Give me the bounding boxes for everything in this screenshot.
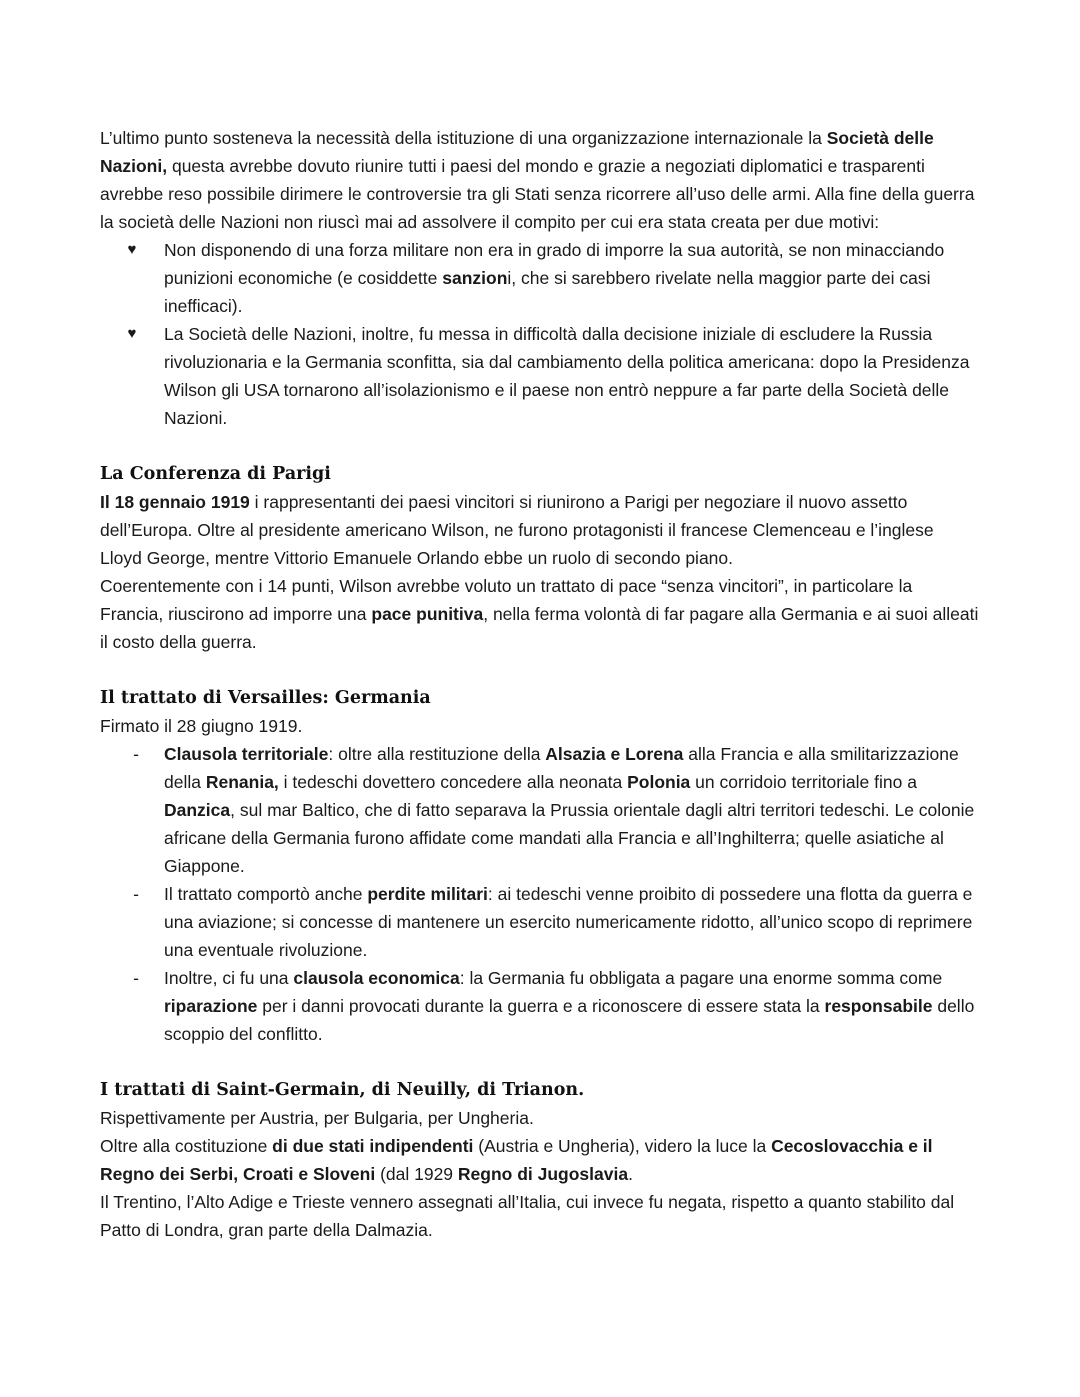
bold-term: perdite militari: [367, 884, 488, 904]
paragraph: [100, 488, 980, 572]
section-versailles: [100, 684, 980, 1048]
heart-bullet-icon: ♥: [127, 325, 137, 342]
text: i rappresentanti dei paesi vincitori si riunirono a Parigi per negoziare il nuovo assetto dell’Europa. Oltre al presidente americano Wilson, ne furono protagonisti il francese Clemenceau e l’inglese Lloyd George, mentre Vittorio Emanuele Orlando ebbe un ruolo di secondo piano.: [100, 492, 934, 568]
text: per i danni provocati durante la guerra e a riconoscere di essere stata la: [257, 996, 825, 1016]
list-item: [100, 880, 980, 964]
bold-term: pace punitiva: [371, 604, 484, 624]
text: : oltre alla restituzione della: [328, 744, 546, 764]
section-heading: I trattati di Saint-Germain, di Neuilly, di Trianon.: [100, 1080, 585, 1100]
clauses-list: [100, 740, 980, 1048]
bold-term: clausola economica: [293, 968, 460, 988]
bold-term: sanzion: [442, 268, 508, 288]
bold-term: riparazione: [164, 996, 258, 1016]
paragraph: Rispettivamente per Austria, per Bulgaria, per Ungheria.: [100, 1108, 534, 1128]
bold-term: Il 18 gennaio 1919: [100, 492, 250, 512]
text: Non disponendo di una forza militare non era in grado di imporre la sua autorità, se non minacciando punizioni economiche (e cosiddette: [164, 240, 945, 288]
bold-term: Polonia: [627, 772, 691, 792]
paragraph: [100, 1132, 980, 1188]
bold-term: Clausola territoriale: [164, 744, 329, 764]
section-heading: Il trattato di Versailles: Germania: [100, 688, 431, 708]
bold-term: Regno di Jugoslavia: [457, 1164, 629, 1184]
text: , sul mar Baltico, che di fatto separava la Prussia orientale dagli altri territori tedeschi. Le colonie africane della Germania furono affidate come mandati alla Francia e all’Inghilterra; quelle asiatiche al Giappone.: [164, 800, 975, 876]
text: : ai tedeschi venne proibito di possedere una flotta da guerra e una aviazione; si concesse di mantenere un esercito numericamente ridotto, all’unico scopo di reprimere una eventuale rivoluzione.: [164, 884, 973, 960]
text: La Società delle Nazioni, inoltre, fu messa in difficoltà dalla decisione iniziale di escludere la Russia rivoluzionaria e la Germania sconfitta, sia dal cambiamento della politica americana: dopo la Presidenza Wilson gli USA tornarono all’isolazionismo e il paese non entrò neppure a far parte della Società delle Nazioni.: [164, 324, 970, 428]
text: Oltre alla costituzione: [100, 1136, 273, 1156]
text: (Austria e Ungheria), videro la luce la: [473, 1136, 772, 1156]
text: .: [628, 1164, 633, 1184]
section-parigi: [100, 460, 980, 656]
reasons-list: [100, 236, 980, 432]
list-item: [100, 320, 980, 432]
list-item: [100, 964, 980, 1048]
text: i tedeschi dovettero concedere alla neonata: [278, 772, 628, 792]
bold-term: responsabile: [824, 996, 933, 1016]
text: dello scoppio del conflitto.: [164, 996, 975, 1044]
text: (dal 1929: [375, 1164, 458, 1184]
list-item: [100, 740, 980, 880]
heart-bullet-icon: ♥: [127, 241, 137, 258]
list-item: [100, 236, 980, 320]
text: i, che si sarebbero rivelate nella maggior parte dei casi inefficaci).: [164, 268, 931, 316]
bold-term: Alsazia e Lorena: [545, 744, 684, 764]
section-heading: La Conferenza di Parigi: [100, 464, 331, 484]
paragraph: Il Trentino, l’Alto Adige e Trieste vennero assegnati all’Italia, cui invece fu negata, rispetto a quanto stabilito dal Patto di Londra, gran parte della Dalmazia.: [100, 1192, 955, 1240]
text: questa avrebbe dovuto riunire tutti i paesi del mondo e grazie a negoziati diplomatici e trasparenti avrebbe reso possibile dirimere le controversie tra gli Stati senza ricorrere all’uso delle armi. Alla fine della guerra la società delle Nazioni non riuscì mai ad assolvere il compito per cui era stata creata per due motivi:: [100, 156, 975, 232]
bold-term: di due stati indipendenti: [272, 1136, 474, 1156]
bold-term: Renania,: [205, 772, 279, 792]
dash-bullet-icon: -: [133, 884, 139, 904]
text: L’ultimo punto sosteneva la necessità della istituzione di una organizzazione internazionale la: [100, 128, 827, 148]
section-trianon: [100, 1076, 980, 1244]
paragraph: [100, 572, 980, 656]
bold-term: Società delle Nazioni,: [100, 128, 934, 176]
text: Il trattato comportò anche: [164, 884, 368, 904]
dash-bullet-icon: -: [133, 968, 139, 988]
text: , nella ferma volontà di far pagare alla Germania e ai suoi alleati il costo della guerra.: [100, 604, 979, 652]
intro-paragraph: [100, 124, 980, 236]
text: alla Francia e alla smilitarizzazione della: [164, 744, 959, 792]
bold-term: Cecoslovacchia e il Regno dei Serbi, Croati e Sloveni: [100, 1136, 933, 1184]
dash-bullet-icon: -: [133, 744, 139, 764]
bold-term: Danzica: [164, 800, 231, 820]
text: : la Germania fu obbligata a pagare una enorme somma come: [459, 968, 943, 988]
text: un corridoio territoriale fino a: [690, 772, 917, 792]
text: Coerentemente con i 14 punti, Wilson avrebbe voluto un trattato di pace “senza vincitori”, in particolare la Francia, riuscirono ad imporre una: [100, 576, 913, 624]
paragraph: Firmato il 28 giugno 1919.: [100, 716, 303, 736]
text: Inoltre, ci fu una: [164, 968, 294, 988]
